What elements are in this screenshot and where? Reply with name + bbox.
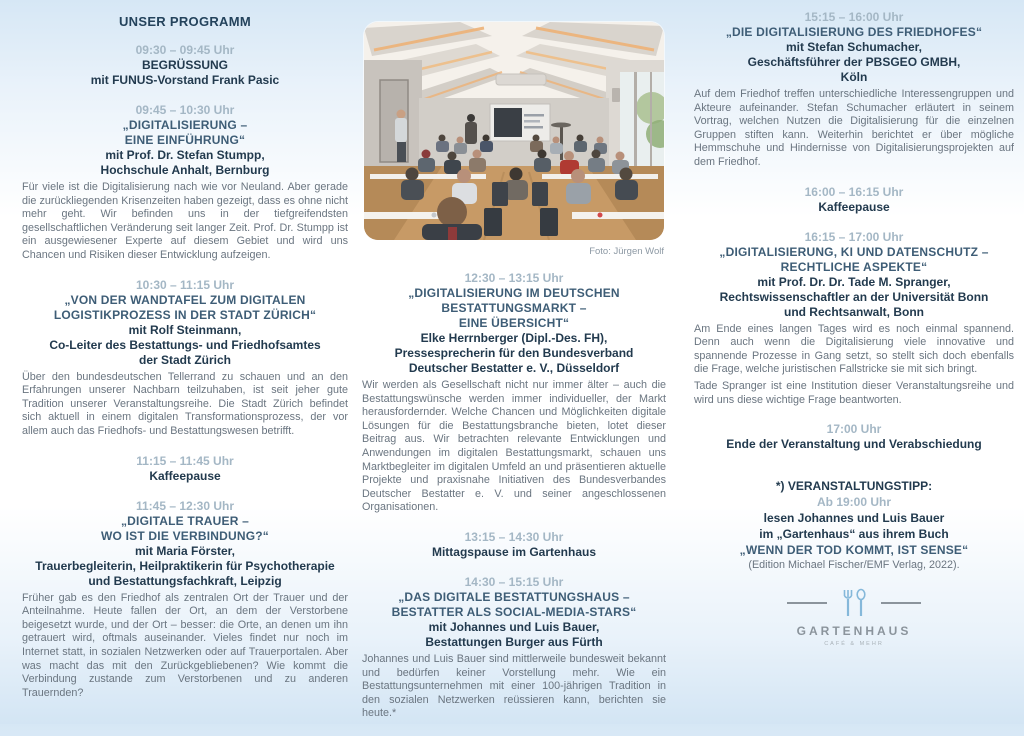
session-speaker: Mittagspause im Gartenhaus [431, 544, 597, 559]
gartenhaus-logo [694, 588, 1014, 647]
session-speaker: Kaffeepause [818, 199, 890, 214]
session-speaker: Köln [840, 70, 868, 84]
session-description: Für viele ist die Digitalisierung nach wie vor Neuland. Aber gerade die zurückliegenden Krisenzeiten haben gezeigt, dass es ohne nicht mehr geht. Wir befinden uns in der tiefgreifendsten gesellschaftlichen Veränderung seit langer Zeit. Prof. Dr. Stumpp ist ein ausgewiesener Experte auf diesem Gebiet und wird uns Chancen und Risiken dieser Entwicklung aufzeigen. [22, 181, 348, 261]
session-description: Am Ende eines langen Tages wird es noch einmal spannend. Denn auch wenn die Digitalisierung viele innovative und spannende Prozesse in Gang setzt, so stellt sich doch ebenfalls die Frage, welche juristischen Fallstricke sie mit sich bringt. [694, 322, 1014, 376]
photo-block [364, 22, 666, 257]
session-speaker: mit Prof. Dr. Stefan Stumpp, [105, 148, 265, 162]
session-title: „DIGITALISIERUNG, KI UND DATENSCHUTZ – [719, 244, 989, 259]
session-block [22, 454, 348, 484]
session-speaker: Rechtswissenschaftler an der Universität Bonn [719, 289, 989, 304]
session-speaker: mit Prof. Dr. Dr. Tade M. Spranger, [757, 274, 951, 289]
session-description: Auf dem Friedhof treffen unterschiedliche Interessengruppen und Akteure aufeinander. Stefan Schumacher erläutert in seinem Vortrag, welchen Nutzen die Digitalisierung für die einzelnen Gruppen stiften kann. Weiterhin berichtet er über mögliche Hemmschuhe und Hindernisse von Digitalisierungsprojekten auf dem Friedhof. [694, 88, 1014, 168]
session-block [694, 230, 1014, 408]
session-speaker: mit Stefan Schumacher, [785, 40, 923, 54]
session-speaker: Bestattungen Burger aus Fürth [425, 634, 603, 649]
tip-book-title: „WENN DER TOD KOMMT, IST SENSE“ [739, 543, 969, 558]
session-speaker: Pressesprecherin für den Bundesverband [394, 346, 634, 360]
session-list [22, 43, 348, 700]
session-speaker: und Bestattungsfachkraft, Leipzig [88, 573, 282, 588]
conference-photo [364, 22, 664, 240]
session-time: 13:15 – 14:30 Uhr [464, 529, 564, 544]
session-speaker: mit Maria Förster, [134, 543, 236, 558]
session-description: Früher gab es den Friedhof als zentralen Ort der Trauer und der Anteilnahme. Heute fallen der Ort, an dem der Verstorbene beigesetzt wurde, und der Ort – besser: die Orte, an denen um ihn getrauert wird, oftmals auseinander. Vieles findet nur noch im Internet statt, in sozialen Netzwerken oder auf Trauerportalen. Aber was macht das mit den Zurückgebliebenen? Wie kommt die Verbindung zustande zum Verstorbenen und zu anderen Trauernden? [22, 591, 348, 699]
session-title: „VON DER WANDTAFEL ZUM DIGITALEN [64, 292, 306, 307]
program-column-middle [362, 14, 666, 736]
session-title: BESTATTUNGSMARKT – [441, 301, 587, 315]
session-speaker: Elke Herrnberger (Dipl.-Des. FH), [420, 331, 608, 345]
session-title: „DIGITALISIERUNG IM DEUTSCHEN [408, 286, 620, 300]
session-speaker: mit Rolf Steinmann, [128, 322, 242, 337]
session-title: „DIGITALISIERUNG – [122, 118, 248, 132]
session-list [362, 271, 666, 721]
session-block [22, 103, 348, 263]
session-time: 09:45 – 10:30 Uhr [135, 103, 235, 117]
session-speaker: mit Johannes und Luis Bauer, [428, 619, 600, 634]
session-speaker: Deutscher Bestatter e. V., Düsseldorf [408, 361, 620, 375]
tip-edition: (Edition Michael Fischer/EMF Verlag, 2022). [748, 559, 960, 572]
session-speaker: Ende der Veranstaltung und Verabschiedung [726, 437, 982, 452]
session-speaker: und Rechtsanwalt, Bonn [783, 304, 924, 319]
session-time: 11:15 – 11:45 Uhr [136, 453, 234, 468]
session-speaker: mit FUNUS-Vorstand Frank Pasic [90, 73, 280, 87]
session-title: BESTATTER ALS SOCIAL-MEDIA-STARS“ [391, 604, 637, 619]
logo-divider-right [881, 602, 921, 604]
session-title: LOGISTIKPROZESS IN DER STADT ZÜRICH“ [53, 307, 317, 322]
session-title: EINE ÜBERSICHT“ [458, 316, 570, 330]
session-block [22, 43, 348, 88]
session-title: „DIE DIGITALISIERUNG DES FRIEDHOFES“ [725, 25, 983, 39]
session-block [362, 530, 666, 560]
session-speaker: Trauerbegleiterin, Heilpraktikerin für Psychotherapie [35, 558, 335, 573]
session-speaker: der Stadt Zürich [138, 352, 231, 367]
tip-line: lesen Johannes und Luis Bauer [763, 511, 945, 526]
logo-tagline: CAFÉ & MEHR [824, 641, 884, 648]
session-block [22, 278, 348, 439]
logo-name: GARTENHAUS [796, 624, 912, 639]
session-description: Tade Spranger ist eine Institution dieser Veranstaltungsreihe und wird uns diese wichtige Frage beantworten. [694, 379, 1014, 406]
session-time: 14:30 – 15:15 Uhr [464, 574, 564, 589]
session-block [694, 185, 1014, 215]
session-block [694, 422, 1014, 452]
event-tip [694, 478, 1014, 572]
program-column-right [694, 10, 1014, 647]
session-title: WO IST DIE VERBINDUNG?“ [101, 528, 269, 543]
session-block [362, 575, 666, 721]
session-block [22, 499, 348, 701]
session-speaker: BEGRÜSSUNG [141, 58, 228, 72]
session-time: 10:30 – 11:15 Uhr [135, 277, 235, 292]
page-title: UNSER PROGRAMM [118, 14, 252, 29]
session-time: 16:00 – 16:15 Uhr [804, 184, 904, 199]
session-time: 15:15 – 16:00 Uhr [804, 10, 904, 24]
session-description: Über den bundesdeutschen Tellerrand zu schauen und an den Erfahrungen unserer Nachbarn teilzuhaben, ist seit jeher gute Tradition unserer Veranstaltungsreihe. Die Stadt Zürich befindet sich aktuell in einem digitalen Transformationsprozess, der vor allem auch das Friedhofs- und Bestattungswesen betrifft. [22, 370, 348, 437]
session-block [362, 271, 666, 515]
program-column-left [22, 14, 348, 715]
tip-heading: *) VERANSTALTUNGSTIPP: [775, 479, 933, 494]
session-time: 16:15 – 17:00 Uhr [804, 229, 904, 244]
cutlery-icon [837, 588, 871, 618]
session-title: EINE EINFÜHRUNG“ [124, 133, 246, 147]
session-time: 17:00 Uhr [826, 422, 882, 437]
session-time: 11:45 – 12:30 Uhr [135, 498, 235, 513]
session-speaker: Hochschule Anhalt, Bernburg [100, 163, 270, 177]
session-speaker: Geschäftsführer der PBSGEO GMBH, [747, 55, 961, 69]
session-title: RECHTLICHE ASPEKTE“ [780, 259, 928, 274]
session-title: „DIGITALE TRAUER – [120, 513, 250, 528]
session-time: 12:30 – 13:15 Uhr [464, 271, 564, 285]
photo-credit: Foto: Jürgen Wolf [589, 246, 664, 257]
session-time: 09:30 – 09:45 Uhr [135, 43, 235, 57]
tip-time: Ab 19:00 Uhr [816, 495, 892, 510]
session-block [694, 10, 1014, 170]
session-description: Wir werden als Gesellschaft nicht nur immer älter – auch die Bestattungswünsche werden immer individueller, der Markt herausfordernder. Welche Chancen und Möglichkeiten digitale Lösungen für die Bestattungsbranche bieten, lotet dieser Beitrag aus. Wir betrachten relevante Entwicklungen und Anwendungen im digitalen Bestattungsmarkt, schauen uns Marktbegleiter im digitalen Umfeld an und präsentieren aktuelle Projekte und praxisnahe Initiativen des Bundesverbandes Deutscher Bestatter e. V. und seiner angeschlossenen Organisationen. [362, 379, 666, 514]
session-title: „DAS DIGITALE BESTATTUNGSHAUS – [398, 589, 630, 604]
session-speaker: Co-Leiter des Bestattungs- und Friedhofsamtes [49, 337, 321, 352]
session-list [694, 10, 1014, 452]
tip-line: im „Gartenhaus“ aus ihrem Buch [759, 527, 949, 542]
session-speaker: Kaffeepause [149, 468, 221, 483]
logo-divider-left [787, 602, 827, 604]
session-description: Johannes und Luis Bauer sind mittlerweile bundesweit bekannt und bedürfen keiner Vorstellung mehr. Wie ein Bestattungsunternehmen mit einer 100-jährigen Tradition in den sozialen Netzwerken reüssieren kann, berichten sie heute.* [362, 652, 666, 720]
